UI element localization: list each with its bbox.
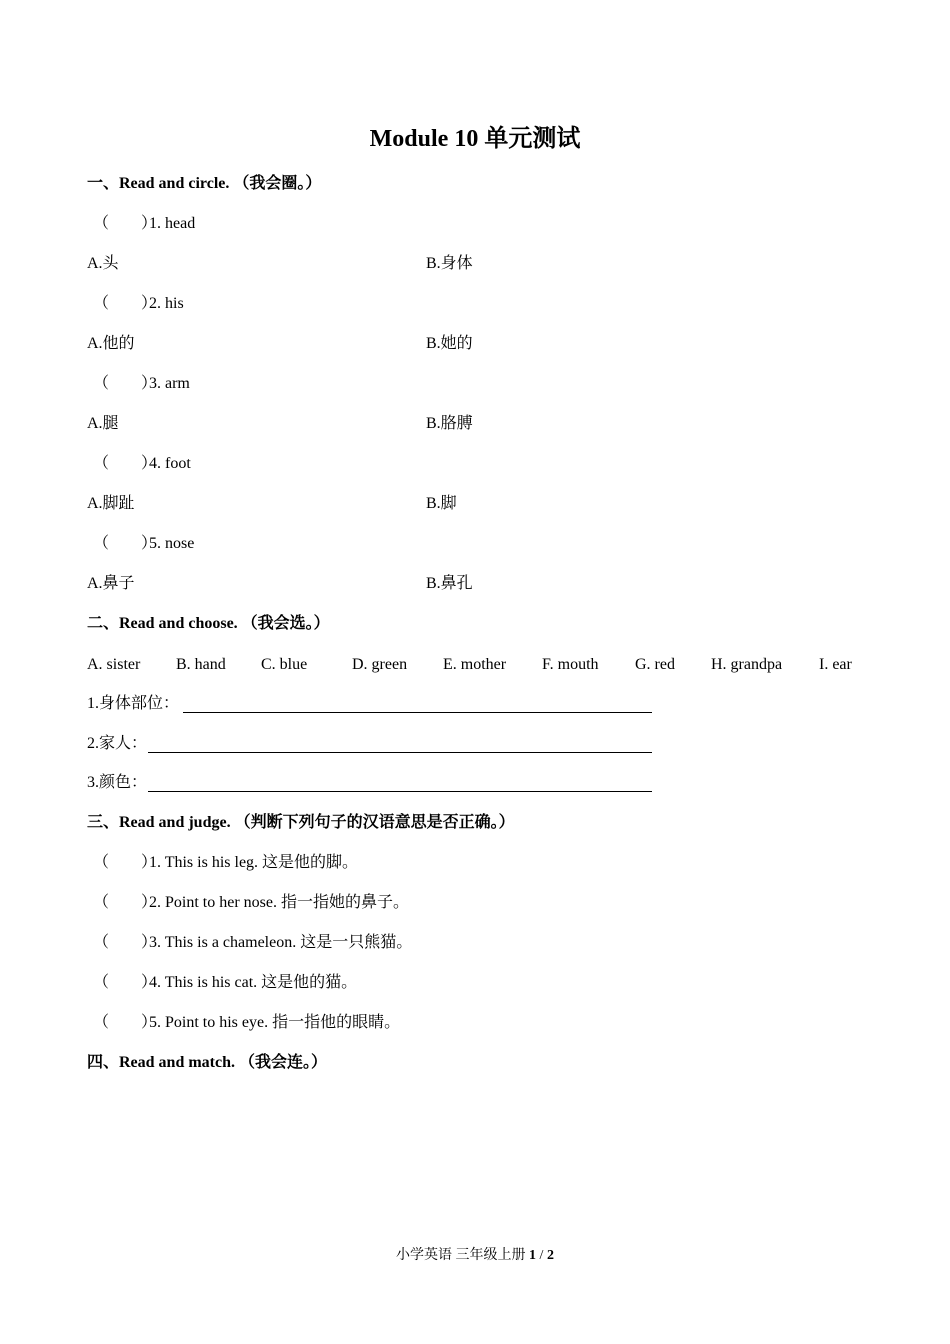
answer-line[interactable] (148, 752, 652, 753)
judge-text: 3. This is a chameleon. 这是一只熊猫。 (149, 934, 413, 951)
footer-separator: / (536, 1248, 547, 1263)
answer-paren: （ ） (93, 854, 158, 871)
question-2 (93, 294, 184, 314)
option-b: B.身体 (426, 255, 473, 272)
word-option: C. blue (261, 656, 308, 673)
answer-line[interactable] (183, 712, 652, 713)
option-b: B.胳膊 (426, 415, 473, 432)
answer-paren: （ ） (93, 934, 158, 951)
answer-line[interactable] (148, 791, 652, 792)
option-a: A.腿 (87, 415, 119, 432)
blank-label-colors: 3.颜色： (87, 774, 148, 791)
word-option: D. green (352, 656, 408, 673)
answer-paren: （ ） (93, 215, 158, 232)
word-option: G. red (635, 656, 675, 673)
question-text: 5. nose (149, 535, 195, 552)
judge-item-5 (93, 1013, 400, 1033)
question-3 (93, 374, 190, 394)
option-b: B.脚 (426, 495, 457, 512)
section1-heading: 一、Read and circle. （我会圈。） (87, 175, 322, 192)
answer-paren: （ ） (93, 295, 158, 312)
judge-text: 2. Point to her nose. 指一指她的鼻子。 (149, 894, 409, 911)
option-a: A.头 (87, 255, 119, 272)
answer-paren: （ ） (93, 375, 158, 392)
question-5 (93, 534, 194, 554)
option-b: B.她的 (426, 335, 473, 352)
answer-paren: （ ） (93, 894, 158, 911)
word-option: B. hand (176, 656, 226, 673)
option-a: A.鼻子 (87, 575, 135, 592)
question-1 (93, 214, 195, 234)
question-4 (93, 454, 191, 474)
judge-item-4 (93, 973, 357, 993)
word-option: E. mother (443, 656, 507, 673)
section3-heading: 三、Read and judge. （判断下列句子的汉语意思是否正确。） (87, 814, 515, 831)
page-title: Module 10 单元测试 (369, 126, 581, 152)
footer-page-number: 1 (529, 1248, 537, 1263)
option-b: B.鼻孔 (426, 575, 473, 592)
word-option: A. sister (87, 656, 141, 673)
answer-paren: （ ） (93, 455, 158, 472)
judge-text: 5. Point to his eye. 指一指他的眼睛。 (149, 1014, 401, 1031)
word-option: H. grandpa (711, 656, 783, 673)
judge-item-1 (93, 853, 358, 873)
question-text: 4. foot (149, 455, 191, 472)
word-option: I. ear (819, 656, 852, 673)
word-option: F. mouth (542, 656, 599, 673)
question-text: 1. head (149, 215, 196, 232)
blank-label-body-parts: 1.身体部位： (87, 695, 180, 712)
judge-text: 4. This is his cat. 这是他的猫。 (149, 974, 358, 991)
option-a: A.脚趾 (87, 495, 135, 512)
answer-paren: （ ） (93, 1014, 158, 1031)
judge-item-3 (93, 933, 412, 953)
question-text: 3. arm (149, 375, 190, 392)
footer-page-total: 2 (546, 1248, 554, 1263)
section4-heading: 四、Read and match. （我会连。） (87, 1054, 328, 1071)
option-a: A.他的 (87, 335, 135, 352)
judge-item-2 (93, 893, 409, 913)
judge-text: 1. This is his leg. 这是他的脚。 (149, 854, 359, 871)
footer-text: 小学英语 三年级上册 (396, 1248, 530, 1263)
question-text: 2. his (149, 295, 184, 312)
answer-paren: （ ） (93, 974, 158, 991)
answer-paren: （ ） (93, 535, 158, 552)
section2-heading: 二、Read and choose. （我会选。） (87, 615, 330, 632)
page-footer (0, 1246, 950, 1266)
blank-label-family: 2.家人： (87, 735, 148, 752)
